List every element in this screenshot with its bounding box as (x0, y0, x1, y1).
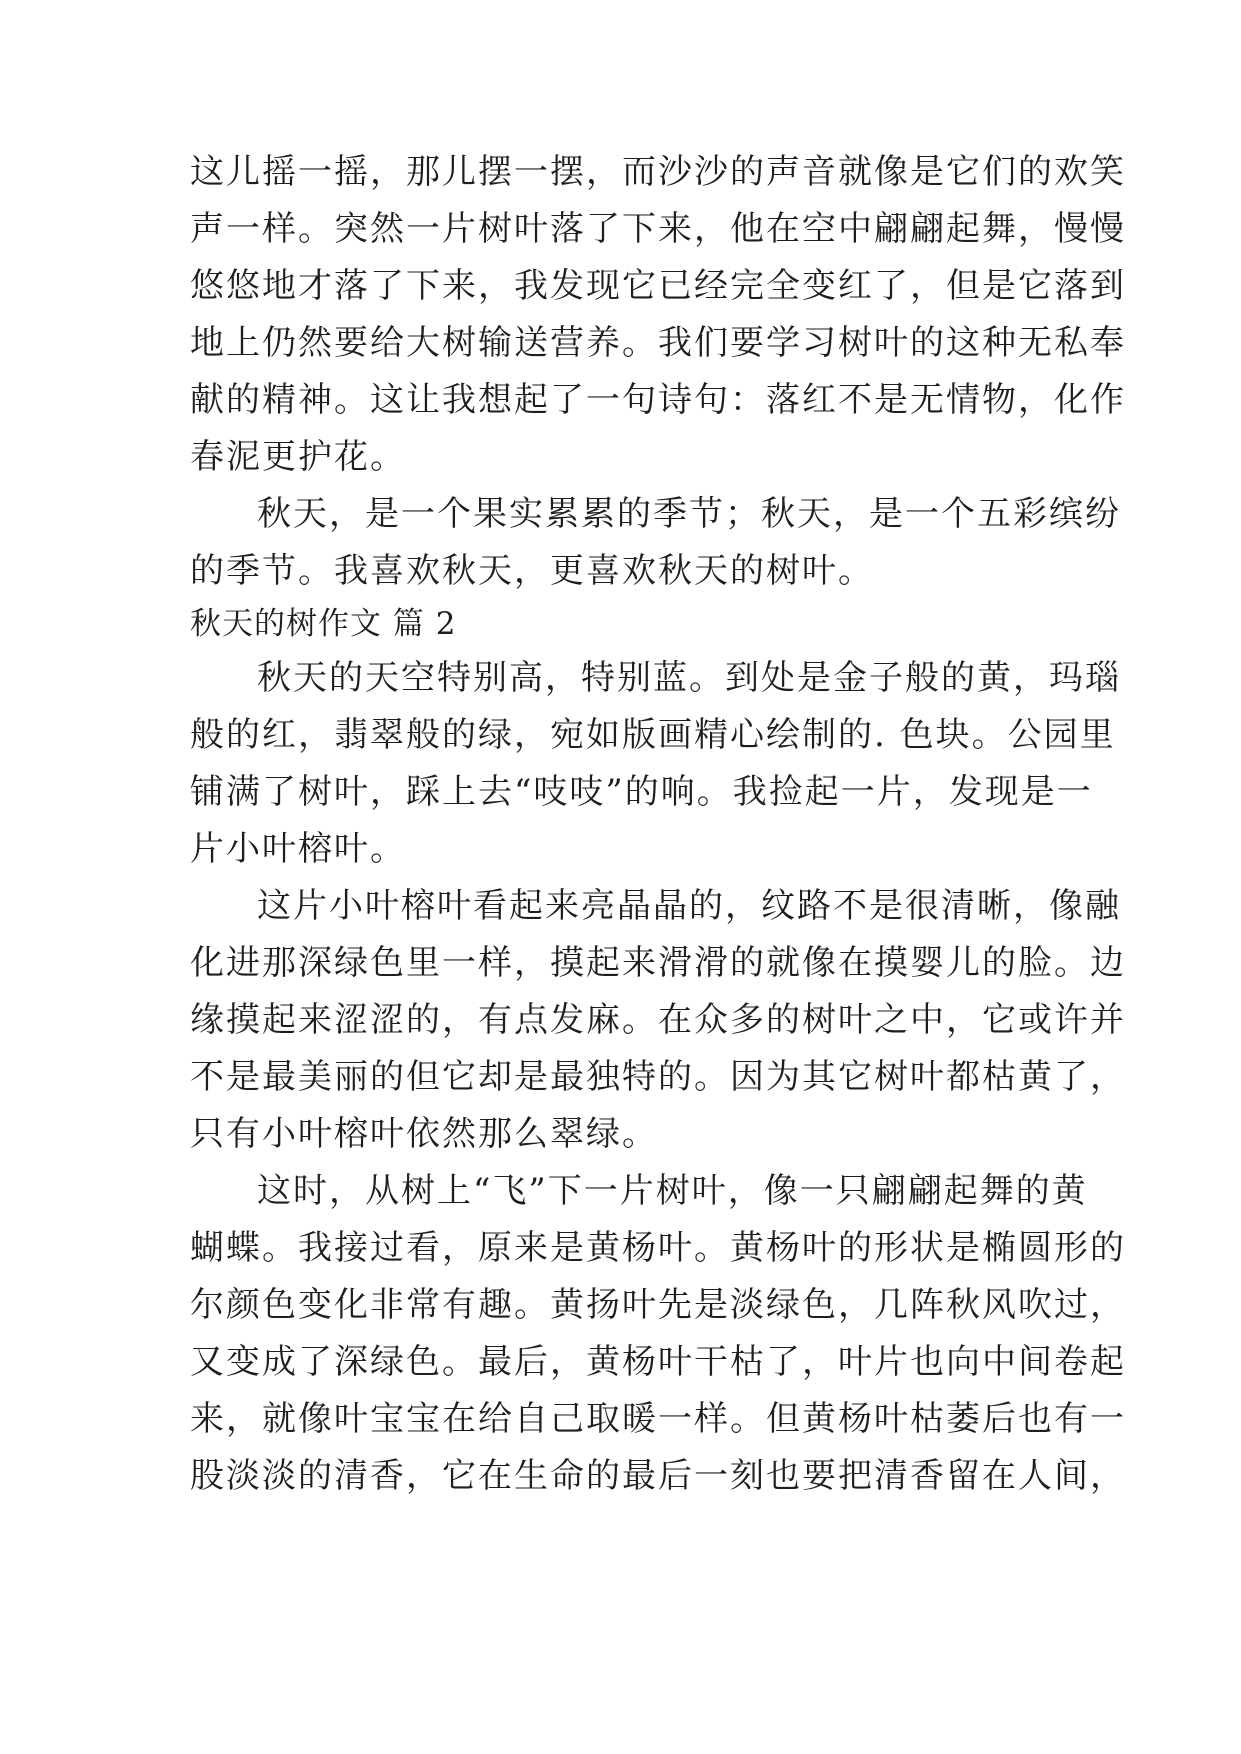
text-line: 铺满了树叶，踩上去“吱吱”的响。我捡起一片，发现是一 (190, 772, 1093, 812)
text-line: 只有小叶榕叶依然那么翠绿。 (190, 1114, 658, 1154)
text-line: 股淡淡的清香，它在生命的最后一刻也要把清香留在人间， (190, 1456, 1126, 1496)
text-line: 化进那深绿色里一样，摸起来滑滑的就像在摸婴儿的脸。边 (190, 943, 1126, 983)
text-line: 这儿摇一摇，那儿摆一摆，而沙沙的声音就像是它们的欢笑 (190, 152, 1126, 192)
text-line: 般的红，翡翠般的绿，宛如版画精心绘制的. 色块。公园里 (190, 715, 1116, 755)
text-line: 献的精神。这让我想起了一句诗句：落红不是无情物，化作 (190, 380, 1126, 420)
paragraph-first-line: 这片小叶榕叶看起来亮晶晶的，纹路不是很清晰，像融 (257, 886, 1121, 926)
paragraph-first-line: 这时，从树上“飞”下一片树叶，像一只翩翩起舞的黄 (257, 1171, 1088, 1211)
section-heading: 秋天的树作文 篇 2 (190, 606, 457, 642)
text-line: 不是最美丽的但它却是最独特的。因为其它树叶都枯黄了， (190, 1057, 1126, 1097)
text-line: 声一样。突然一片树叶落了下来，他在空中翩翩起舞，慢慢 (190, 209, 1126, 249)
paragraph-first-line: 秋天的天空特别高，特别蓝。到处是金子般的黄，玛瑙 (257, 658, 1121, 698)
text-line: 蝴蝶。我接过看，原来是黄杨叶。黄杨叶的形状是椭圆形的 (190, 1228, 1126, 1268)
text-line: 片小叶榕叶。 (190, 829, 406, 869)
text-line: 来，就像叶宝宝在给自己取暖一样。但黄杨叶枯萎后也有一 (190, 1399, 1126, 1439)
paragraph-first-line: 秋天，是一个果实累累的季节；秋天，是一个五彩缤纷 (257, 494, 1121, 534)
text-line: 悠悠地才落了下来，我发现它已经完全变红了，但是它落到 (190, 266, 1126, 306)
text-line: 又变成了深绿色。最后，黄杨叶干枯了，叶片也向中间卷起 (190, 1342, 1126, 1382)
text-line: 的季节。我喜欢秋天，更喜欢秋天的树叶。 (190, 551, 874, 591)
text-line: 尔颜色变化非常有趣。黄扬叶先是淡绿色，几阵秋风吹过， (190, 1285, 1126, 1325)
text-line: 春泥更护花。 (190, 437, 406, 477)
text-line: 地上仍然要给大树输送营养。我们要学习树叶的这种无私奉 (190, 323, 1126, 363)
text-line: 缘摸起来涩涩的，有点发麻。在众多的树叶之中，它或许并 (190, 1000, 1126, 1040)
